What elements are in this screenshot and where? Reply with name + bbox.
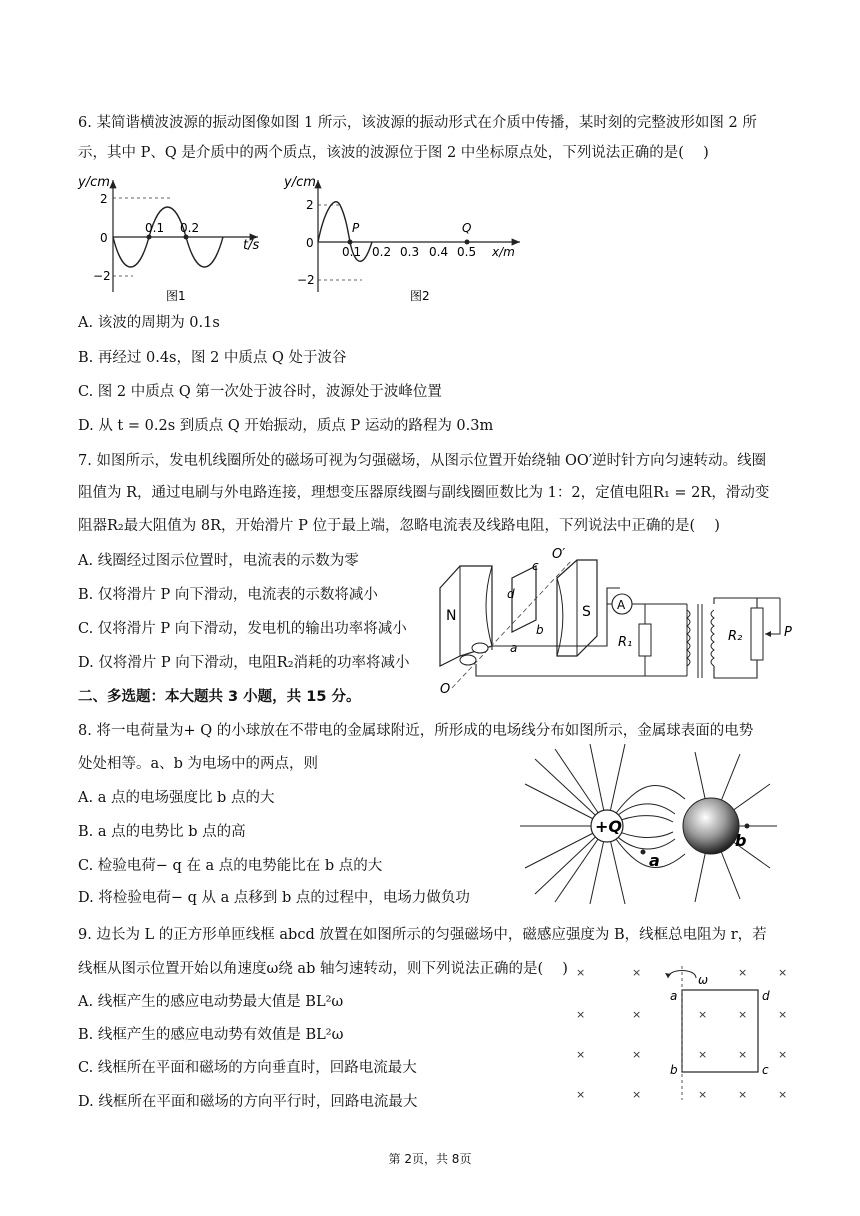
fig2-caption: 图2 bbox=[410, 289, 430, 303]
q7-stem-line2: 阻值为 R，通过电刷与外电路连接，理想变压器原线圈与副线圈匝数比为 1：2，定值电阻R₁ = 2R，滑动变 bbox=[78, 485, 770, 501]
fig2-yzero: 0 bbox=[306, 236, 314, 250]
q7-fig-S: S bbox=[582, 604, 591, 620]
q7-fig-R2: R₂ bbox=[728, 629, 743, 644]
q7-option-d: D. 仅将滑片 P 向下滑动，电阻R₂消耗的功率将减小 bbox=[78, 655, 410, 671]
q9-fig-d: d bbox=[762, 989, 770, 1003]
fig2-x4: 0.4 bbox=[429, 245, 449, 259]
q8-fig-a: a bbox=[649, 851, 660, 870]
q7-fig-R1: R₁ bbox=[618, 635, 633, 650]
q9-stem-line2: 线框从图示位置开始以角速度ω绕 ab 轴匀速转动，则下列说法正确的是( ) bbox=[78, 961, 568, 977]
fig1-ylabel: y/cm bbox=[78, 175, 110, 190]
q8-option-b: B. a 点的电势比 b 点的高 bbox=[78, 824, 246, 840]
fig2-ylabel: y/cm bbox=[284, 175, 316, 190]
q7-fig-O: O bbox=[440, 682, 451, 697]
cross-mark: × bbox=[698, 1008, 708, 1021]
q9-stem-line1: 9. 边长为 L 的正方形单匝线框 abcd 放置在如图所示的匀强磁场中，磁感应强度为 B，线框总电阻为 r，若 bbox=[78, 927, 767, 943]
cross-mark: × bbox=[778, 1088, 788, 1101]
page-footer: 第 2页，共 8页 bbox=[388, 1152, 472, 1166]
q7-fig-c: c bbox=[532, 559, 539, 573]
fig1-t2: 0.2 bbox=[180, 221, 200, 235]
cross-mark: × bbox=[738, 966, 748, 979]
q9-fig-c: c bbox=[762, 1063, 769, 1077]
q6-stem-line1: 6. 某简谐横波波源的振动图像如图 1 所示，该波源的振动形式在介质中传播，某时刻的完整波形如图 2 所 bbox=[78, 115, 757, 131]
q6-option-a: A. 该波的周期为 0.1s bbox=[78, 315, 220, 331]
fig1-caption: 图1 bbox=[166, 289, 186, 303]
q6-figure2 bbox=[280, 172, 540, 307]
q9-option-b: B. 线框产生的感应电动势有效值是 BL²ω bbox=[78, 1027, 344, 1043]
q7-fig-b: b bbox=[536, 623, 544, 637]
cross-mark: × bbox=[632, 966, 642, 979]
q7-fig-N: N bbox=[446, 608, 457, 624]
q6-option-c: C. 图 2 中质点 Q 第一次处于波谷时，波源处于波峰位置 bbox=[78, 384, 442, 400]
fig2-xlabel: x/m bbox=[492, 245, 515, 259]
q6-stem-line2: 示，其中 P、Q 是介质中的两个质点，该波的波源位于图 2 中坐标原点处，下列说法正确的是( ) bbox=[78, 145, 709, 161]
q7-fig-P: P bbox=[784, 625, 792, 640]
q8-electric-field-figure bbox=[515, 744, 785, 904]
fig2-P: P bbox=[352, 221, 360, 235]
cross-mark: × bbox=[632, 1048, 642, 1061]
q6-figure1 bbox=[78, 172, 278, 307]
q8-stem-line1: 8. 将一电荷量为+ Q 的小球放在不带电的金属球附近，所形成的电场线分布如图所示，金属球表面的电势 bbox=[78, 723, 754, 739]
q9-fig-omega: ω bbox=[698, 973, 709, 987]
fig2-yneg: −2 bbox=[297, 273, 315, 287]
q7-option-c: C. 仅将滑片 P 向下滑动，发电机的输出功率将减小 bbox=[78, 621, 407, 637]
q7-fig-d: d bbox=[507, 587, 515, 601]
fig2-x3: 0.3 bbox=[400, 245, 420, 259]
cross-mark: × bbox=[576, 966, 586, 979]
q7-fig-ammeter: A bbox=[617, 598, 626, 612]
q7-generator-circuit-figure bbox=[432, 548, 802, 696]
q8-stem-line2: 处处相等。a、b 为电场中的两点，则 bbox=[78, 756, 319, 772]
q9-option-a: A. 线框产生的感应电动势最大值是 BL²ω bbox=[78, 994, 344, 1010]
fig2-Q: Q bbox=[462, 221, 472, 235]
cross-mark: × bbox=[698, 1048, 708, 1061]
q9-fig-b: b bbox=[670, 1063, 678, 1077]
fig2-x1: 0.1 bbox=[342, 245, 362, 259]
q6-option-b: B. 再经过 0.4s，图 2 中质点 Q 处于波谷 bbox=[78, 350, 347, 366]
cross-mark: × bbox=[576, 1048, 586, 1061]
q7-stem-line3: 阻器R₂最大阻值为 8R，开始滑片 P 位于最上端，忽略电流表及线路电阻，下列说法中正确的是( ) bbox=[78, 518, 720, 534]
q8-option-c: C. 检验电荷− q 在 a 点的电势能比在 b 点的大 bbox=[78, 858, 383, 874]
section2-heading: 二、多选题：本大题共 3 小题，共 15 分。 bbox=[78, 689, 361, 705]
fig1-ypos: 2 bbox=[100, 192, 108, 206]
q7-option-a: A. 线圈经过图示位置时，电流表的示数为零 bbox=[78, 553, 359, 569]
q8-fig-b: b bbox=[735, 831, 747, 850]
fig1-t1: 0.1 bbox=[145, 221, 165, 235]
cross-mark: × bbox=[738, 1048, 748, 1061]
cross-mark: × bbox=[778, 966, 788, 979]
cross-mark: × bbox=[778, 1048, 788, 1061]
cross-mark: × bbox=[738, 1008, 748, 1021]
q9-option-d: D. 线框所在平面和磁场的方向平行时，回路电流最大 bbox=[78, 1094, 418, 1110]
fig2-ypos: 2 bbox=[306, 198, 314, 212]
q9-option-c: C. 线框所在平面和磁场的方向垂直时，回路电流最大 bbox=[78, 1060, 417, 1076]
q7-fig-a: a bbox=[510, 641, 518, 655]
q8-option-a: A. a 点的电场强度比 b 点的大 bbox=[78, 790, 275, 806]
cross-mark: × bbox=[632, 1088, 642, 1101]
cross-mark: × bbox=[576, 1088, 586, 1101]
cross-mark: × bbox=[738, 1088, 748, 1101]
q8-option-d: D. 将检验电荷− q 从 a 点移到 b 点的过程中，电场力做负功 bbox=[78, 890, 470, 906]
fig2-x2: 0.2 bbox=[372, 245, 392, 259]
q9-loop-in-field-figure bbox=[568, 962, 798, 1102]
q6-option-d: D. 从 t = 0.2s 到质点 Q 开始振动，质点 P 运动的路程为 0.3m bbox=[78, 418, 494, 434]
q7-fig-O-prime: O′ bbox=[552, 547, 566, 562]
cross-mark: × bbox=[576, 1008, 586, 1021]
cross-mark: × bbox=[698, 1088, 708, 1101]
q8-fig-charge: +Q bbox=[595, 817, 623, 836]
fig1-yzero: 0 bbox=[100, 231, 108, 245]
fig2-x5: 0.5 bbox=[457, 245, 477, 259]
q7-option-b: B. 仅将滑片 P 向下滑动，电流表的示数将减小 bbox=[78, 587, 378, 603]
q9-fig-a: a bbox=[670, 989, 678, 1003]
q7-stem-line1: 7. 如图所示，发电机线圈所处的磁场可视为匀强磁场，从图示位置开始绕轴 OO′逆时针方向匀速转动。线圈 bbox=[78, 453, 767, 469]
cross-mark: × bbox=[632, 1008, 642, 1021]
fig1-yneg: −2 bbox=[93, 269, 111, 283]
fig1-xlabel: t/s bbox=[243, 238, 260, 253]
cross-mark: × bbox=[778, 1008, 788, 1021]
